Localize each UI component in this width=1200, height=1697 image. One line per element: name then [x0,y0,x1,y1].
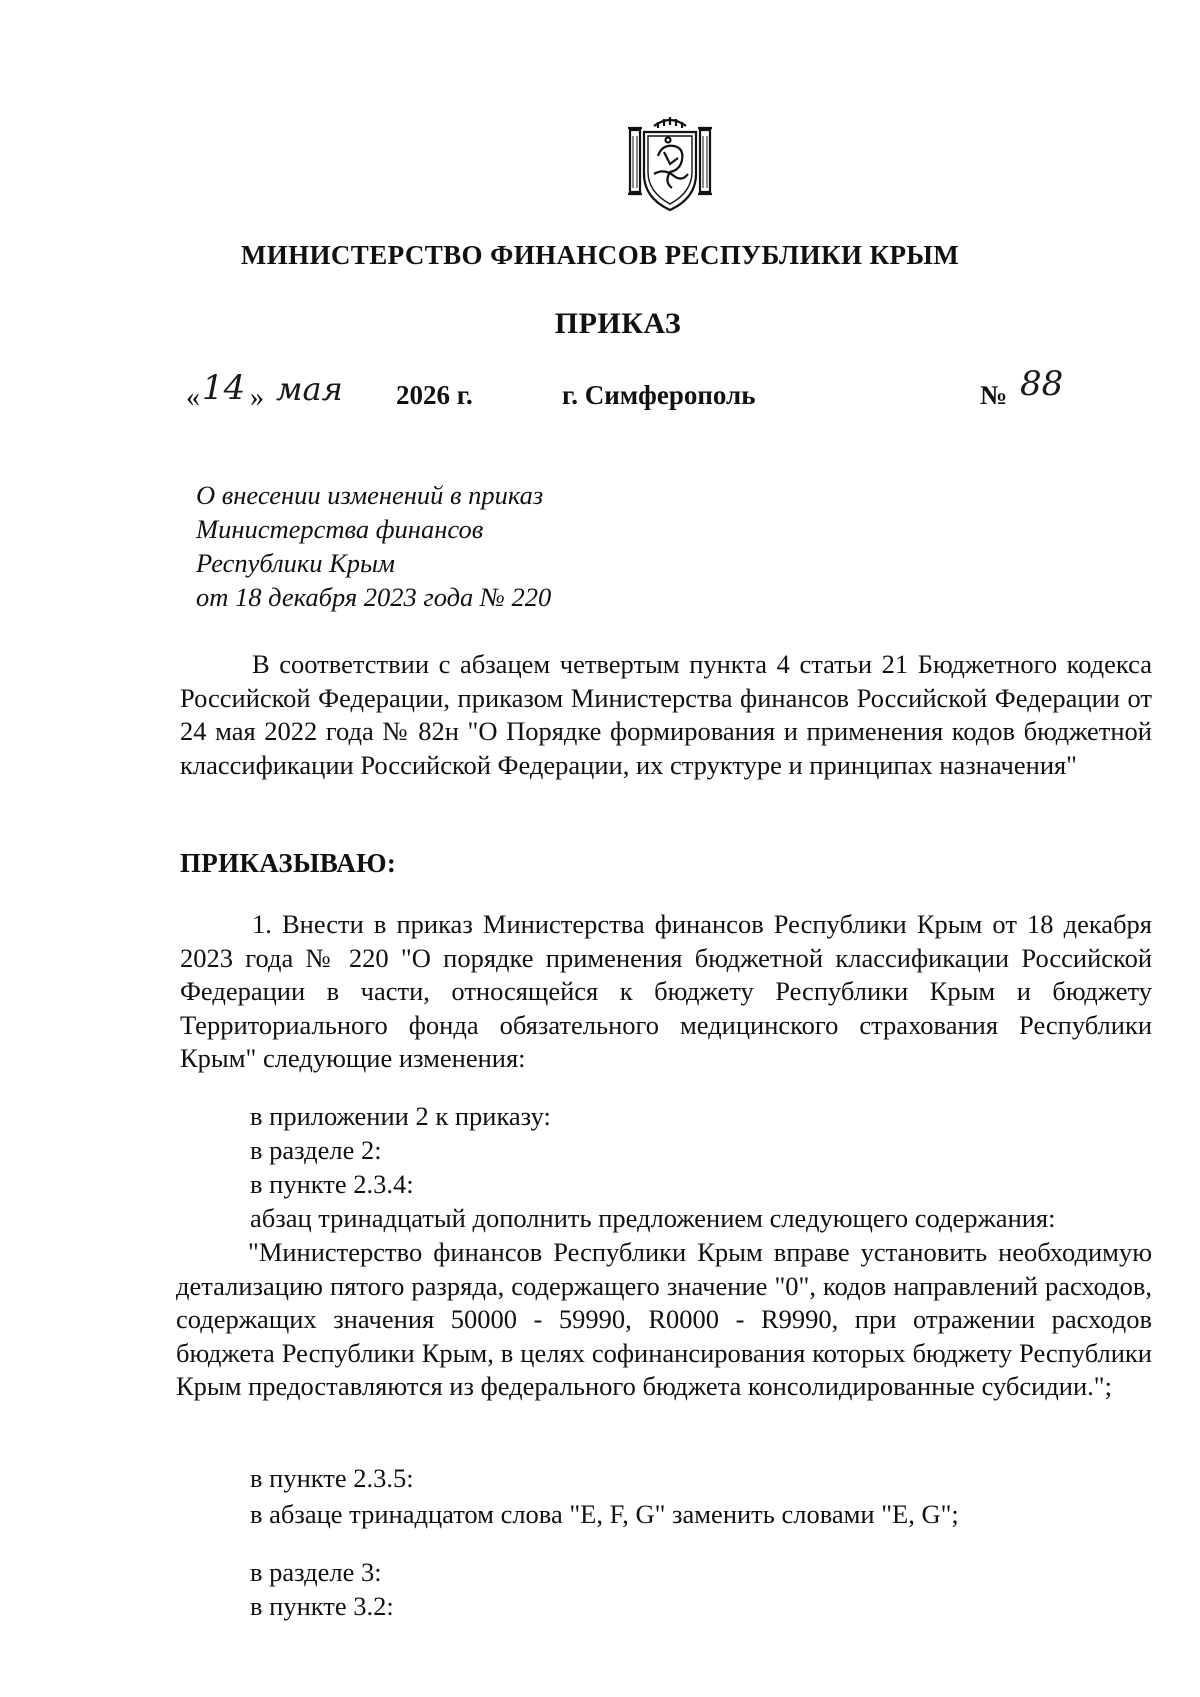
amendment-line-paragraph-13: абзац тринадцатый дополнить предложением следующего содержания: [250,1203,1056,1233]
date-year: 2026 г. [396,380,473,410]
amendment-line-point-2-3-5: в пункте 2.3.5: [250,1463,414,1493]
amendment-line-replace-words: в абзаце тринадцатом слова "E, F, G" заменить словами "E, G"; [250,1499,959,1529]
amendment-line-section-2: в разделе 2: [250,1135,382,1165]
order-directive-heading: ПРИКАЗЫВАЮ: [180,848,397,878]
date-line [0,364,1200,428]
subject-line: О внесении изменений в приказ [196,480,544,510]
date-close-quote: » [250,382,264,413]
handwritten-day: 14 [202,368,246,408]
subject-line: от 18 декабря 2023 года № 220 [196,582,552,612]
amendment-line-appendix: в приложении 2 к приказу: [250,1101,551,1131]
handwritten-order-number: 88 [1020,364,1064,404]
handwritten-month: мая [276,370,343,408]
ministry-name: МИНИСТЕРСТВО ФИНАНСОВ РЕСПУБЛИКИ КРЫМ [240,240,960,270]
legal-basis-paragraph: В соответствии с абзацем четвертым пункта 4 статьи 21 Бюджетного кодекса Российской Федерации, приказом Министерства финансов Российской Федерации от 24 мая 2022 года № 82н "О Порядке формирования и применения кодов бюджетной классификации Российской Федерации, их структуре и принципах назначения" [180,649,1152,780]
amendment-line-point-2-3-4: в пункте 2.3.4: [250,1169,414,1199]
crimea-coat-of-arms-emblem [624,112,716,214]
issue-city: г. Симферополь [562,380,756,410]
amendment-line-point-3-2: в пункте 3.2: [250,1591,394,1621]
document-type-title: ПРИКАЗ [554,307,682,340]
number-sign: № [980,380,1008,410]
item-1-paragraph: 1. Внести в приказ Министерства финансов Республики Крым от 18 декабря 2023 года № 220 "О порядке применения бюджетной классификации Российской Федерации в части, относящейся к бюджету Республики Крым и бюджету Территориального фонда обязательного медицинского страхования Республики Крым" следующие изменения: [180,909,1152,1073]
document-subject [196,478,551,614]
amendment-line-section-3: в разделе 3: [250,1557,382,1587]
inserted-sentence-quote: "Министерство финансов Республики Крым вправе установить необходимую детализацию пятого разряда, содержащего значение "0", кодов направлений расходов, содержащих значения 50000 - 59990, R0000 - R9990, при отражении расходов бюджета Республики Крым, в целях софинансирования которых бюджету Республики Крым предоставляются из федерального бюджета консолидированные субсидии."; [176,1237,1152,1401]
date-open-quote: « [186,382,200,413]
subject-line: Министерства финансов [196,514,484,544]
subject-line: Республики Крым [196,548,395,578]
